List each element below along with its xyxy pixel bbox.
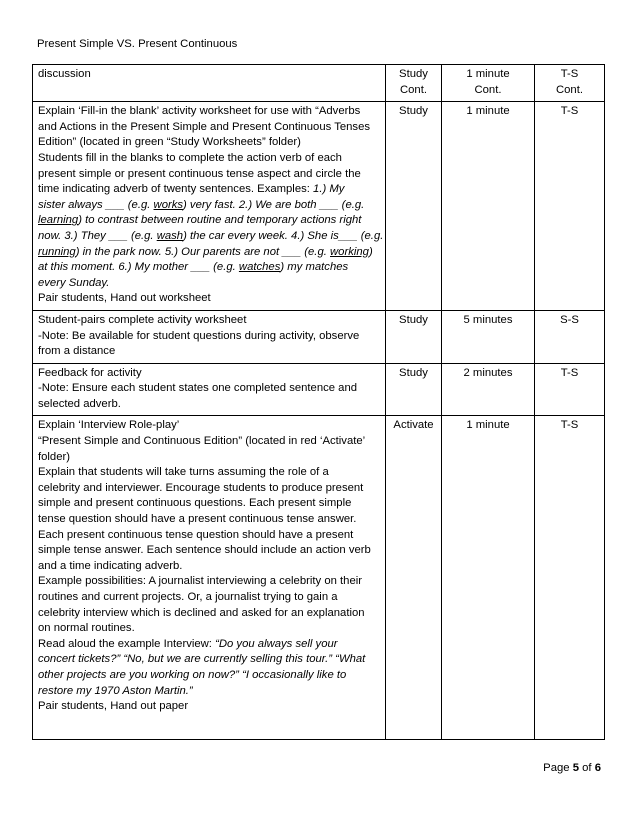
description-line: -Note: Be available for student questions during activity, observe: [38, 329, 360, 342]
description-line: Explain that students will take turns assuming the role of a: [38, 466, 329, 479]
description-line: folder): [38, 450, 71, 463]
description-line: Feedback for activity: [38, 366, 142, 379]
table-row: [33, 363, 605, 416]
description-line: [38, 637, 380, 653]
example-line: restore my 1970 Aston Martin.”: [38, 684, 193, 697]
answer-word: learning: [38, 214, 79, 227]
example-line: other projects are you working on now?” “I occasionally like to: [38, 668, 347, 681]
text-segment: time indicating adverb of twenty sentences. Examples:: [38, 183, 314, 196]
description-line: celebrity interview which is declined and asked for an explanation: [38, 606, 365, 619]
table-row: [33, 65, 605, 102]
activity-description-cell: [33, 102, 386, 311]
text-segment: Read aloud the example Interview:: [38, 637, 216, 650]
example-line: [38, 198, 380, 214]
interaction-line: Cont.: [555, 83, 583, 96]
activity-description-cell: [33, 363, 386, 416]
description-line: simple tense answer. Each sentence should include an action verb: [38, 544, 371, 557]
description-line: [38, 182, 380, 198]
text-segment: ) the car every week. 4.) She is___ (e.g.: [183, 229, 384, 242]
stage-cell: Activate: [386, 416, 442, 740]
lesson-plan-table: [32, 64, 605, 740]
page-number: [543, 762, 601, 774]
example-line: [38, 260, 380, 276]
activity-description-cell: [33, 416, 386, 740]
interaction-cell: T-S: [535, 102, 605, 311]
example-line: [38, 245, 380, 261]
description-line: on normal routines.: [38, 622, 135, 635]
stage-cell: Study: [386, 363, 442, 416]
interaction-cell: [535, 65, 605, 102]
text-segment: ) my matches: [280, 261, 349, 274]
example-line: every Sunday.: [38, 276, 110, 289]
time-line: 1 minute: [466, 68, 510, 80]
description-line: Explain ‘Fill-in the blank’ activity worksheet for use with “Adverbs: [38, 105, 361, 118]
current-page: 5: [572, 762, 579, 774]
stage-cell: Study: [386, 102, 442, 311]
description-line: and Actions in the Present Simple and Present Continuous Tenses: [38, 120, 370, 133]
example-text: 1.) My: [313, 183, 345, 196]
text-segment: ) to contrast between routine and temporary actions right: [78, 214, 362, 227]
description-line: present simple or present continuous tense aspect and circle the: [38, 167, 361, 180]
text-segment: ): [368, 245, 373, 258]
description-line: Example possibilities: A journalist interviewing a celebrity on their: [38, 575, 363, 588]
time-cell: [442, 65, 535, 102]
activity-description-cell: [33, 65, 386, 102]
interaction-cell: T-S: [535, 363, 605, 416]
of-label: of: [579, 762, 595, 774]
document-header-title: Present Simple VS. Present Continuous: [37, 38, 238, 50]
interaction-cell: T-S: [535, 416, 605, 740]
stage-cell: [386, 65, 442, 102]
description-line: Pair students, Hand out worksheet: [38, 292, 211, 305]
description-line: Explain ‘Interview Role-play’: [38, 419, 180, 432]
description-line: routines and current projects. Or, a journalist trying to gain a: [38, 591, 338, 603]
time-cell: 1 minute: [442, 102, 535, 311]
table-row: [33, 102, 605, 311]
description-line: -Note: Ensure each student states one completed sentence and: [38, 382, 358, 395]
description-line: Students fill in the blanks to complete the action verb of each: [38, 151, 342, 164]
example-text: “Do you always sell your: [215, 637, 338, 650]
description-line: Pair students, Hand out paper: [38, 700, 189, 713]
description-line: tense question should have a present continuous tense answer.: [38, 513, 357, 526]
stage-line: Cont.: [399, 83, 427, 96]
text-segment: sister always ___ (e.g.: [38, 198, 154, 211]
description-line: and a time indicating adverb.: [38, 559, 183, 572]
text-segment: ) in the park now. 5.) Our parents are not ___ (e.g.: [75, 245, 331, 258]
interaction-line: T-S: [560, 68, 579, 80]
stage-line: Study: [399, 68, 428, 80]
description-line: simple and present continuous questions. Each present simple: [38, 497, 352, 510]
example-line: concert tickets?” “No, but we are currently selling this tour.” “What: [38, 653, 366, 666]
description-line: “Present Simple and Continuous Edition” (located in red ‘Activate’: [38, 435, 366, 448]
stage-cell: Study: [386, 310, 442, 363]
time-cell: 1 minute: [442, 416, 535, 740]
answer-word: working: [330, 245, 369, 258]
text-segment: now. 3.) They ___ (e.g.: [38, 229, 157, 242]
table-row: [33, 310, 605, 363]
answer-word: running: [38, 245, 76, 258]
time-line: Cont.: [474, 83, 502, 96]
answer-word: wash: [156, 229, 184, 242]
interaction-cell: S-S: [535, 310, 605, 363]
total-pages: 6: [594, 762, 601, 774]
description-line: from a distance: [38, 345, 116, 358]
text-segment: at this moment. 6.) My mother ___ (e.g.: [38, 261, 239, 274]
description-line: selected adverb.: [38, 397, 121, 410]
time-cell: 5 minutes: [442, 310, 535, 363]
time-cell: 2 minutes: [442, 363, 535, 416]
text-segment: ) very fast. 2.) We are both ___ (e.g.: [183, 198, 365, 211]
description-line: discussion: [38, 68, 91, 80]
description-line: Edition” (located in green “Study Worksheets” folder): [38, 136, 301, 149]
description-line: Student-pairs complete activity worksheet: [38, 313, 247, 326]
page-label: Page: [543, 762, 573, 774]
table-row: [33, 416, 605, 740]
example-line: [38, 229, 384, 245]
description-line: celebrity and interviewer. Encourage students to produce present: [38, 481, 364, 494]
answer-word: works: [153, 198, 184, 211]
activity-description-cell: [33, 310, 386, 363]
answer-word: watches: [238, 261, 281, 274]
description-line: Each present continuous tense question should have a present: [38, 528, 354, 541]
example-line: [38, 213, 380, 229]
